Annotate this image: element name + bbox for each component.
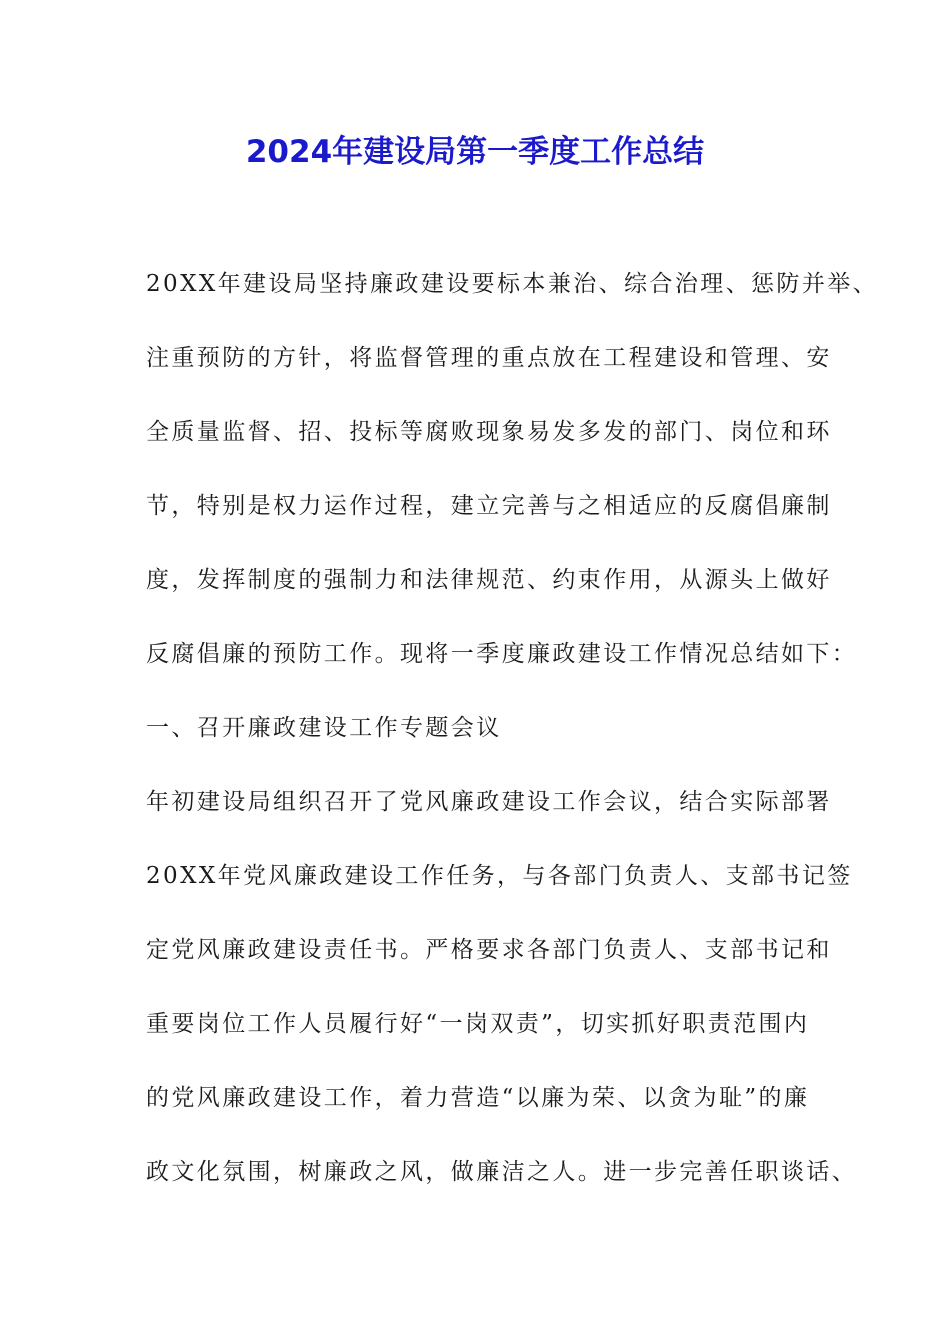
body-line: 注重预防的方针，将监督管理的重点放在工程建设和管理、安 [146,345,832,371]
body-line: 度，发挥制度的强制力和法律规范、约束作用，从源头上做好 [146,567,832,593]
body-line: 年初建设局组织召开了党风廉政建设工作会议，结合实际部署 [146,789,832,815]
body-line: 20XX年建设局坚持廉政建设要标本兼治、综合治理、惩防并举、 [146,271,879,297]
document-body [146,264,879,1226]
body-line: 全质量监督、招、投标等腐败现象易发多发的部门、岗位和环 [146,419,832,445]
section-heading: 一、召开廉政建设工作专题会议 [146,715,502,741]
body-line: 节，特别是权力运作过程，建立完善与之相适应的反腐倡廉制 [146,493,832,519]
body-line: 定党风廉政建设责任书。严格要求各部门负责人、支部书记和 [146,937,832,963]
body-line: 的党风廉政建设工作，着力营造“以廉为荣、以贪为耻”的廉 [146,1085,810,1111]
body-line: 政文化氛围，树廉政之风，做廉洁之人。进一步完善任职谈话、 [146,1159,858,1185]
body-line: 20XX年党风廉政建设工作任务，与各部门负责人、支部书记签 [146,863,853,889]
body-line: 反腐倡廉的预防工作。现将一季度廉政建设工作情况总结如下： [146,641,858,667]
document-title: 2024年建设局第一季度工作总结 [245,134,705,170]
body-line: 重要岗位工作人员履行好“一岗双责”，切实抓好职责范围内 [146,1011,810,1037]
